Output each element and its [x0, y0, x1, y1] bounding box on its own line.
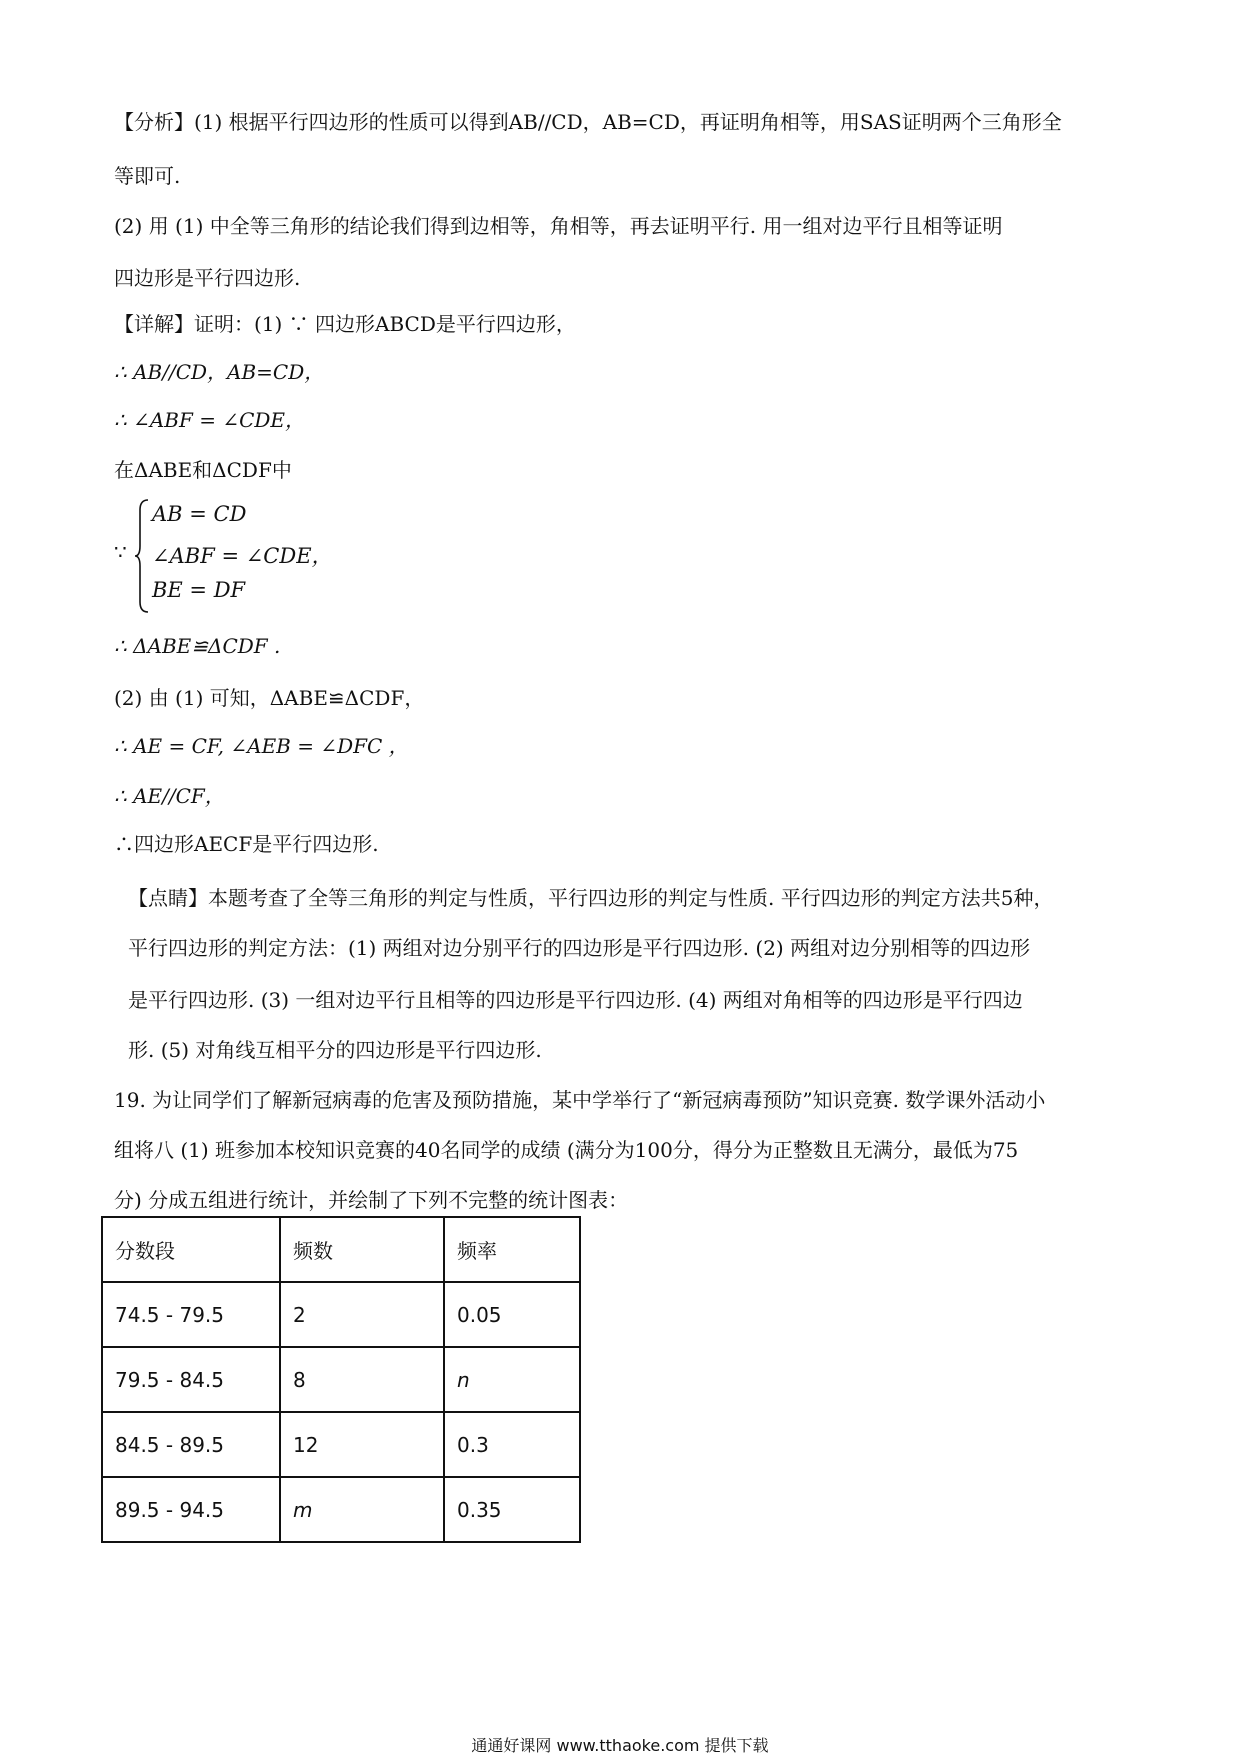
table-row	[102, 1347, 580, 1412]
solution-line-3: ∴ ∠ABF = ∠CDE，	[114, 408, 306, 432]
solution-line-1: 【详解】证明：(1) ∵ 四边形ABCD是平行四边形，	[114, 312, 576, 336]
analysis-line-3: (2) 用 (1) 中全等三角形的结论我们得到边相等，角相等，再去证明平行. 用一组对边平行且相等证明	[114, 214, 1003, 238]
table-cell: m	[280, 1477, 444, 1542]
remark-line-3: 是平行四边形. (3) 一组对边平行且相等的四边形是平行四边形. (4) 两组对角相等的四边形是平行四边	[128, 988, 1023, 1012]
table-header-row	[102, 1217, 580, 1282]
analysis-line-2: 等即可.	[114, 164, 181, 188]
table-cell: 79.5 - 84.5	[102, 1347, 280, 1412]
remark-line-1: 【点睛】本题考查了全等三角形的判定与性质，平行四边形的判定与性质. 平行四边形的判定方法共5种，	[128, 886, 1054, 910]
solution-line-6: (2) 由 (1) 可知，ΔABE≌ΔCDF，	[114, 686, 425, 710]
solution-line-2: ∴ AB//CD，AB=CD，	[114, 360, 325, 384]
page-footer: 通通好课网 www.tthaoke.com 提供下载	[471, 1736, 769, 1755]
table-cell: 74.5 - 79.5	[102, 1282, 280, 1347]
solution-line-7: ∴ AE = CF, ∠AEB = ∠DFC ，	[114, 734, 409, 758]
analysis-line-1: 【分析】(1) 根据平行四边形的性质可以得到AB//CD，AB=CD，再证明角相等，用SAS证明两个三角形全	[114, 110, 1062, 134]
solution-line-8: ∴ AE//CF，	[114, 784, 225, 808]
solution-line-4: 在ΔABE和ΔCDF中	[114, 458, 292, 482]
question-19-line-2: 组将八 (1) 班参加本校知识竞赛的40名同学的成绩 (满分为100分，得分为正整数且无满分，最低为75	[114, 1138, 1019, 1162]
question-19-line-1: 19. 为让同学们了解新冠病毒的危害及预防措施，某中学举行了“新冠病毒预防”知识竞赛. 数学课外活动小	[114, 1088, 1046, 1112]
left-brace-icon	[134, 498, 150, 614]
frequency-table	[101, 1216, 581, 1543]
table-row	[102, 1477, 580, 1542]
table-cell: 84.5 - 89.5	[102, 1412, 280, 1477]
table-cell: n	[444, 1347, 580, 1412]
table-cell: 0.35	[444, 1477, 580, 1542]
condition-2: ∠ABF = ∠CDE，	[152, 544, 333, 568]
table-cell: 0.3	[444, 1412, 580, 1477]
table-cell: 0.05	[444, 1282, 580, 1347]
header-cell: 分数段	[102, 1217, 280, 1282]
solution-line-9: ∴四边形AECF是平行四边形.	[114, 832, 379, 856]
table-cell: 2	[280, 1282, 444, 1347]
table-row	[102, 1412, 580, 1477]
solution-line-5: ∴ ΔABE≌ΔCDF .	[114, 634, 281, 658]
analysis-line-4: 四边形是平行四边形.	[114, 266, 301, 290]
condition-1: AB = CD	[152, 502, 247, 526]
header-cell: 频率	[444, 1217, 580, 1282]
because-symbol: ∵	[114, 540, 127, 564]
condition-3: BE = DF	[152, 578, 246, 602]
table-cell: 8	[280, 1347, 444, 1412]
table-cell: 89.5 - 94.5	[102, 1477, 280, 1542]
congruence-conditions	[114, 496, 414, 616]
remark-line-4: 形. (5) 对角线互相平分的四边形是平行四边形.	[128, 1038, 542, 1062]
table-cell: 12	[280, 1412, 444, 1477]
header-cell: 频数	[280, 1217, 444, 1282]
question-19-line-3: 分) 分成五组进行统计，并绘制了下列不完整的统计图表：	[114, 1188, 629, 1212]
remark-line-2: 平行四边形的判定方法：(1) 两组对边分别平行的四边形是平行四边形. (2) 两组对边分别相等的四边形	[128, 936, 1031, 960]
table-row	[102, 1282, 580, 1347]
